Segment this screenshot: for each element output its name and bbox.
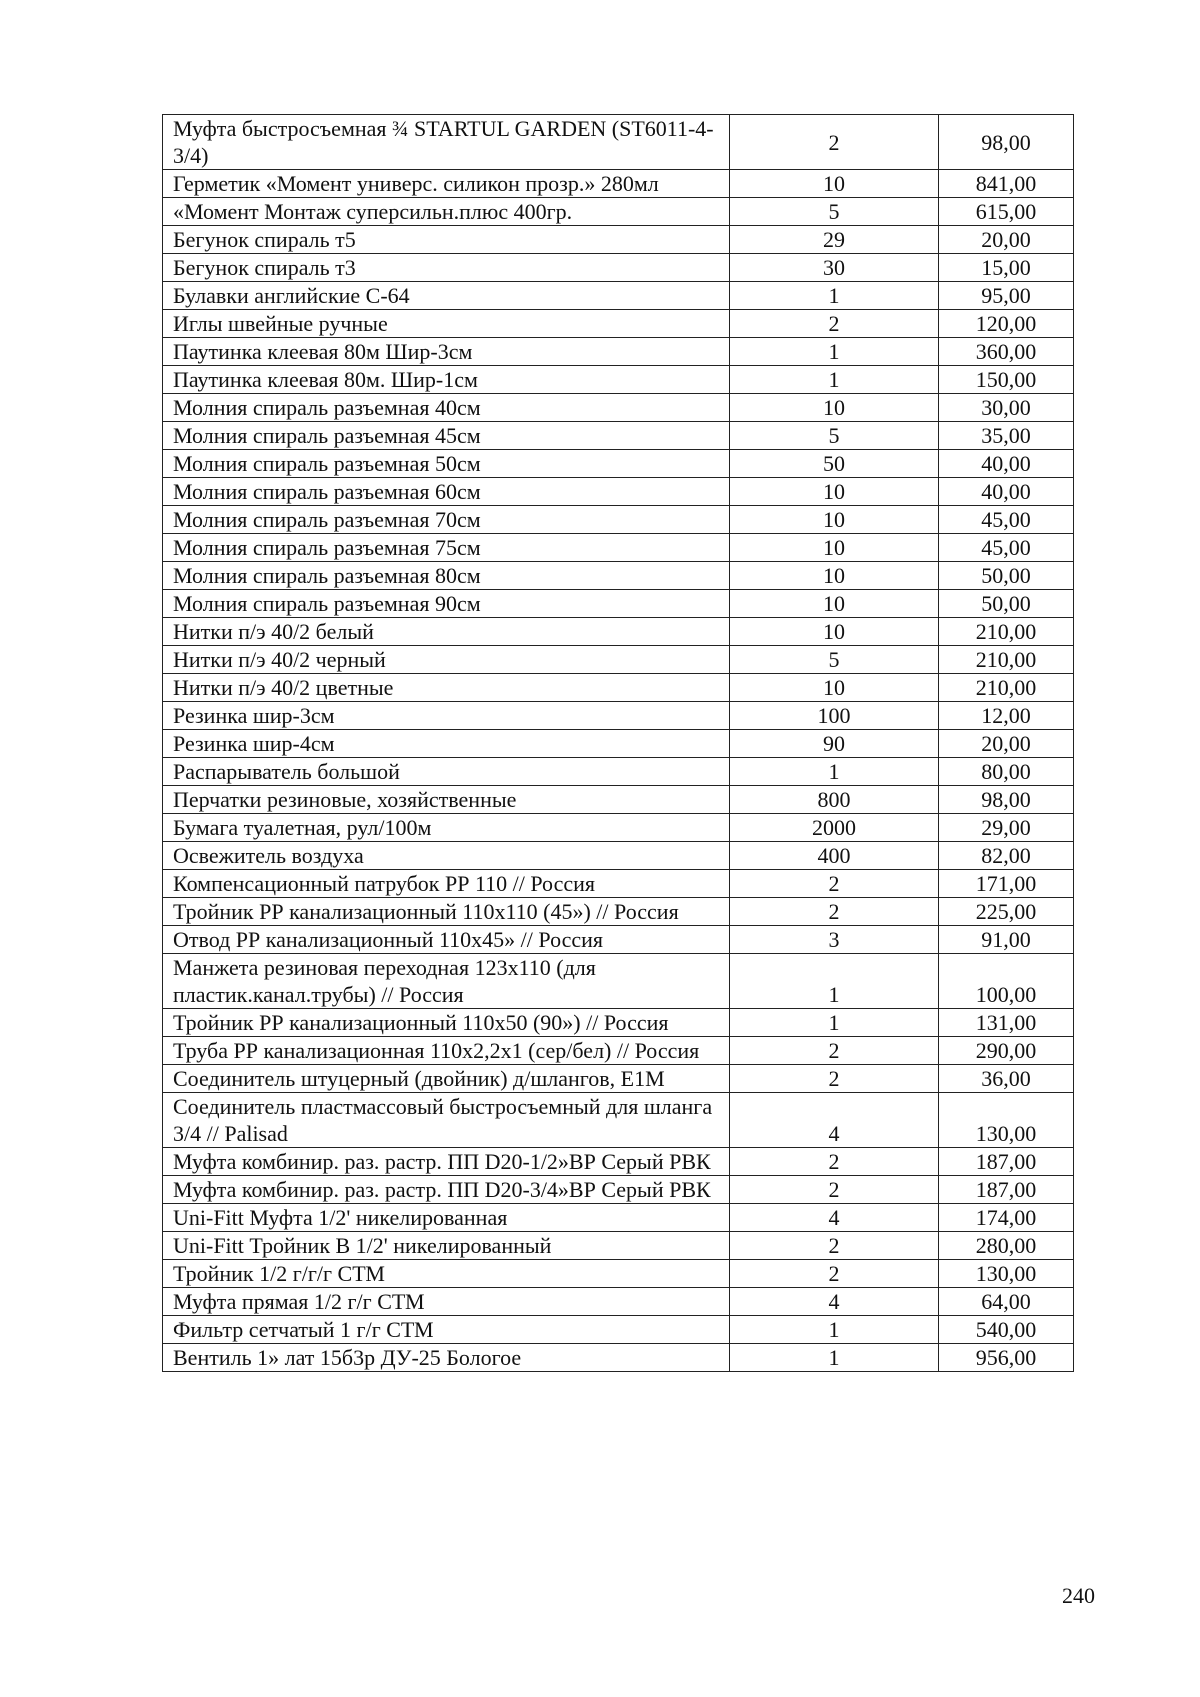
items-table-body [163, 115, 1074, 1372]
table-row [163, 450, 1074, 478]
item-name-cell: Молния спираль разъемная 60см [163, 478, 730, 506]
table-row [163, 702, 1074, 730]
table-row [163, 478, 1074, 506]
table-row [163, 198, 1074, 226]
table-row [163, 282, 1074, 310]
quantity-cell: 10 [730, 506, 939, 534]
item-name-cell: «Момент Монтаж суперсильн.плюс 400гр. [163, 198, 730, 226]
quantity-cell: 10 [730, 478, 939, 506]
item-name-cell: Паутинка клеевая 80м. Шир-1см [163, 366, 730, 394]
quantity-cell: 2 [730, 115, 939, 170]
quantity-cell: 2 [730, 1176, 939, 1204]
item-name-cell: Молния спираль разъемная 70см [163, 506, 730, 534]
item-name-cell: Молния спираль разъемная 80см [163, 562, 730, 590]
price-cell: 187,00 [939, 1176, 1074, 1204]
quantity-cell: 1 [730, 954, 939, 1009]
price-cell: 280,00 [939, 1232, 1074, 1260]
price-cell: 36,00 [939, 1065, 1074, 1093]
table-row [163, 1065, 1074, 1093]
table-row [163, 338, 1074, 366]
price-cell: 91,00 [939, 926, 1074, 954]
quantity-cell: 1 [730, 338, 939, 366]
price-cell: 30,00 [939, 394, 1074, 422]
price-cell: 360,00 [939, 338, 1074, 366]
price-cell: 130,00 [939, 1093, 1074, 1148]
price-cell: 50,00 [939, 562, 1074, 590]
price-cell: 20,00 [939, 226, 1074, 254]
quantity-cell: 1 [730, 366, 939, 394]
quantity-cell: 1 [730, 758, 939, 786]
price-cell: 841,00 [939, 170, 1074, 198]
item-name-cell: Соединитель пластмассовый быстросъемный для шланга 3/4 // Palisad [163, 1093, 730, 1148]
table-row [163, 1204, 1074, 1232]
price-cell: 540,00 [939, 1316, 1074, 1344]
table-row [163, 254, 1074, 282]
price-cell: 40,00 [939, 478, 1074, 506]
item-name-cell: Перчатки резиновые, хозяйственные [163, 786, 730, 814]
table-row [163, 366, 1074, 394]
item-name-cell: Иглы швейные ручные [163, 310, 730, 338]
item-name-cell: Молния спираль разъемная 45см [163, 422, 730, 450]
page-number: 240 [1062, 1583, 1095, 1608]
quantity-cell: 10 [730, 170, 939, 198]
quantity-cell: 5 [730, 198, 939, 226]
table-row [163, 814, 1074, 842]
table-row [163, 170, 1074, 198]
quantity-cell: 1 [730, 1316, 939, 1344]
price-cell: 150,00 [939, 366, 1074, 394]
table-row [163, 618, 1074, 646]
quantity-cell: 2000 [730, 814, 939, 842]
item-name-cell: Тройник РР канализационный 110x50 (90») // Россия [163, 1009, 730, 1037]
table-row [163, 1316, 1074, 1344]
item-name-cell: Резинка шир-3см [163, 702, 730, 730]
items-table [162, 114, 1074, 1372]
item-name-cell: Паутинка клеевая 80м Шир-3см [163, 338, 730, 366]
quantity-cell: 2 [730, 870, 939, 898]
item-name-cell: Uni-Fitt Муфта 1/2' никелированная [163, 1204, 730, 1232]
item-name-cell: Соединитель штуцерный (двойник) д/шлангов, E1M [163, 1065, 730, 1093]
price-cell: 131,00 [939, 1009, 1074, 1037]
price-cell: 956,00 [939, 1344, 1074, 1372]
price-cell: 98,00 [939, 115, 1074, 170]
price-cell: 130,00 [939, 1260, 1074, 1288]
price-cell: 50,00 [939, 590, 1074, 618]
item-name-cell: Бумага туалетная, рул/100м [163, 814, 730, 842]
table-row [163, 1344, 1074, 1372]
quantity-cell: 90 [730, 730, 939, 758]
quantity-cell: 10 [730, 674, 939, 702]
table-row [163, 562, 1074, 590]
price-cell: 82,00 [939, 842, 1074, 870]
table-row [163, 115, 1074, 170]
price-cell: 12,00 [939, 702, 1074, 730]
table-row [163, 842, 1074, 870]
table-row [163, 898, 1074, 926]
table-row [163, 590, 1074, 618]
table-row [163, 1288, 1074, 1316]
quantity-cell: 100 [730, 702, 939, 730]
price-cell: 210,00 [939, 674, 1074, 702]
table-row [163, 1093, 1074, 1148]
table-row [163, 1260, 1074, 1288]
table-row [163, 534, 1074, 562]
item-name-cell: Муфта быстросъемная ¾ STARTUL GARDEN (ST6011-4-3/4) [163, 115, 730, 170]
quantity-cell: 2 [730, 898, 939, 926]
item-name-cell: Манжета резиновая переходная 123x110 (для пластик.канал.трубы) // Россия [163, 954, 730, 1009]
item-name-cell: Молния спираль разъемная 75см [163, 534, 730, 562]
price-cell: 290,00 [939, 1037, 1074, 1065]
table-row [163, 926, 1074, 954]
item-name-cell: Uni-Fitt Тройник В 1/2' никелированный [163, 1232, 730, 1260]
item-name-cell: Нитки п/э 40/2 черный [163, 646, 730, 674]
table-row [163, 394, 1074, 422]
item-name-cell: Вентиль 1» лат 15б3р ДУ-25 Бологое [163, 1344, 730, 1372]
quantity-cell: 50 [730, 450, 939, 478]
item-name-cell: Молния спираль разъемная 40см [163, 394, 730, 422]
item-name-cell: Муфта прямая 1/2 г/г СТМ [163, 1288, 730, 1316]
price-cell: 98,00 [939, 786, 1074, 814]
quantity-cell: 2 [730, 1232, 939, 1260]
price-cell: 15,00 [939, 254, 1074, 282]
quantity-cell: 4 [730, 1204, 939, 1232]
quantity-cell: 5 [730, 646, 939, 674]
table-row [163, 758, 1074, 786]
item-name-cell: Компенсационный патрубок РР 110 // Россия [163, 870, 730, 898]
item-name-cell: Молния спираль разъемная 90см [163, 590, 730, 618]
table-row [163, 1037, 1074, 1065]
price-cell: 35,00 [939, 422, 1074, 450]
quantity-cell: 1 [730, 1344, 939, 1372]
table-row [163, 1176, 1074, 1204]
item-name-cell: Тройник РР канализационный 110x110 (45») // Россия [163, 898, 730, 926]
price-cell: 174,00 [939, 1204, 1074, 1232]
quantity-cell: 2 [730, 310, 939, 338]
price-cell: 120,00 [939, 310, 1074, 338]
quantity-cell: 10 [730, 562, 939, 590]
price-cell: 45,00 [939, 534, 1074, 562]
item-name-cell: Муфта комбинир. раз. растр. ПП D20-3/4»ВР Серый РВК [163, 1176, 730, 1204]
quantity-cell: 4 [730, 1093, 939, 1148]
quantity-cell: 800 [730, 786, 939, 814]
quantity-cell: 3 [730, 926, 939, 954]
quantity-cell: 10 [730, 618, 939, 646]
quantity-cell: 400 [730, 842, 939, 870]
item-name-cell: Труба РР канализационная 110x2,2x1 (сер/бел) // Россия [163, 1037, 730, 1065]
price-cell: 171,00 [939, 870, 1074, 898]
price-cell: 64,00 [939, 1288, 1074, 1316]
quantity-cell: 5 [730, 422, 939, 450]
quantity-cell: 29 [730, 226, 939, 254]
item-name-cell: Отвод РР канализационный 110x45» // Россия [163, 926, 730, 954]
table-row [163, 674, 1074, 702]
quantity-cell: 10 [730, 590, 939, 618]
item-name-cell: Булавки английские С-64 [163, 282, 730, 310]
quantity-cell: 10 [730, 534, 939, 562]
table-row [163, 954, 1074, 1009]
item-name-cell: Муфта комбинир. раз. растр. ПП D20-1/2»ВР Серый РВК [163, 1148, 730, 1176]
item-name-cell: Нитки п/э 40/2 цветные [163, 674, 730, 702]
item-name-cell: Молния спираль разъемная 50см [163, 450, 730, 478]
price-cell: 210,00 [939, 618, 1074, 646]
quantity-cell: 2 [730, 1037, 939, 1065]
quantity-cell: 2 [730, 1260, 939, 1288]
table-row [163, 870, 1074, 898]
item-name-cell: Нитки п/э 40/2 белый [163, 618, 730, 646]
table-row [163, 506, 1074, 534]
quantity-cell: 30 [730, 254, 939, 282]
price-cell: 187,00 [939, 1148, 1074, 1176]
table-row [163, 646, 1074, 674]
table-row [163, 1148, 1074, 1176]
table-row [163, 1009, 1074, 1037]
quantity-cell: 4 [730, 1288, 939, 1316]
table-row [163, 310, 1074, 338]
price-cell: 29,00 [939, 814, 1074, 842]
item-name-cell: Освежитель воздуха [163, 842, 730, 870]
price-cell: 40,00 [939, 450, 1074, 478]
quantity-cell: 2 [730, 1065, 939, 1093]
price-cell: 100,00 [939, 954, 1074, 1009]
item-name-cell: Распарыватель большой [163, 758, 730, 786]
item-name-cell: Герметик «Момент универс. силикон прозр.» 280мл [163, 170, 730, 198]
table-row [163, 1232, 1074, 1260]
price-cell: 95,00 [939, 282, 1074, 310]
table-row [163, 226, 1074, 254]
price-cell: 615,00 [939, 198, 1074, 226]
price-cell: 45,00 [939, 506, 1074, 534]
quantity-cell: 10 [730, 394, 939, 422]
table-row [163, 422, 1074, 450]
item-name-cell: Бегунок спираль т3 [163, 254, 730, 282]
table-row [163, 730, 1074, 758]
quantity-cell: 2 [730, 1148, 939, 1176]
price-cell: 225,00 [939, 898, 1074, 926]
table-row [163, 786, 1074, 814]
item-name-cell: Резинка шир-4см [163, 730, 730, 758]
quantity-cell: 1 [730, 282, 939, 310]
quantity-cell: 1 [730, 1009, 939, 1037]
price-cell: 210,00 [939, 646, 1074, 674]
item-name-cell: Фильтр сетчатый 1 г/г СТМ [163, 1316, 730, 1344]
item-name-cell: Тройник 1/2 г/г/г СТМ [163, 1260, 730, 1288]
item-name-cell: Бегунок спираль т5 [163, 226, 730, 254]
price-cell: 20,00 [939, 730, 1074, 758]
price-cell: 80,00 [939, 758, 1074, 786]
